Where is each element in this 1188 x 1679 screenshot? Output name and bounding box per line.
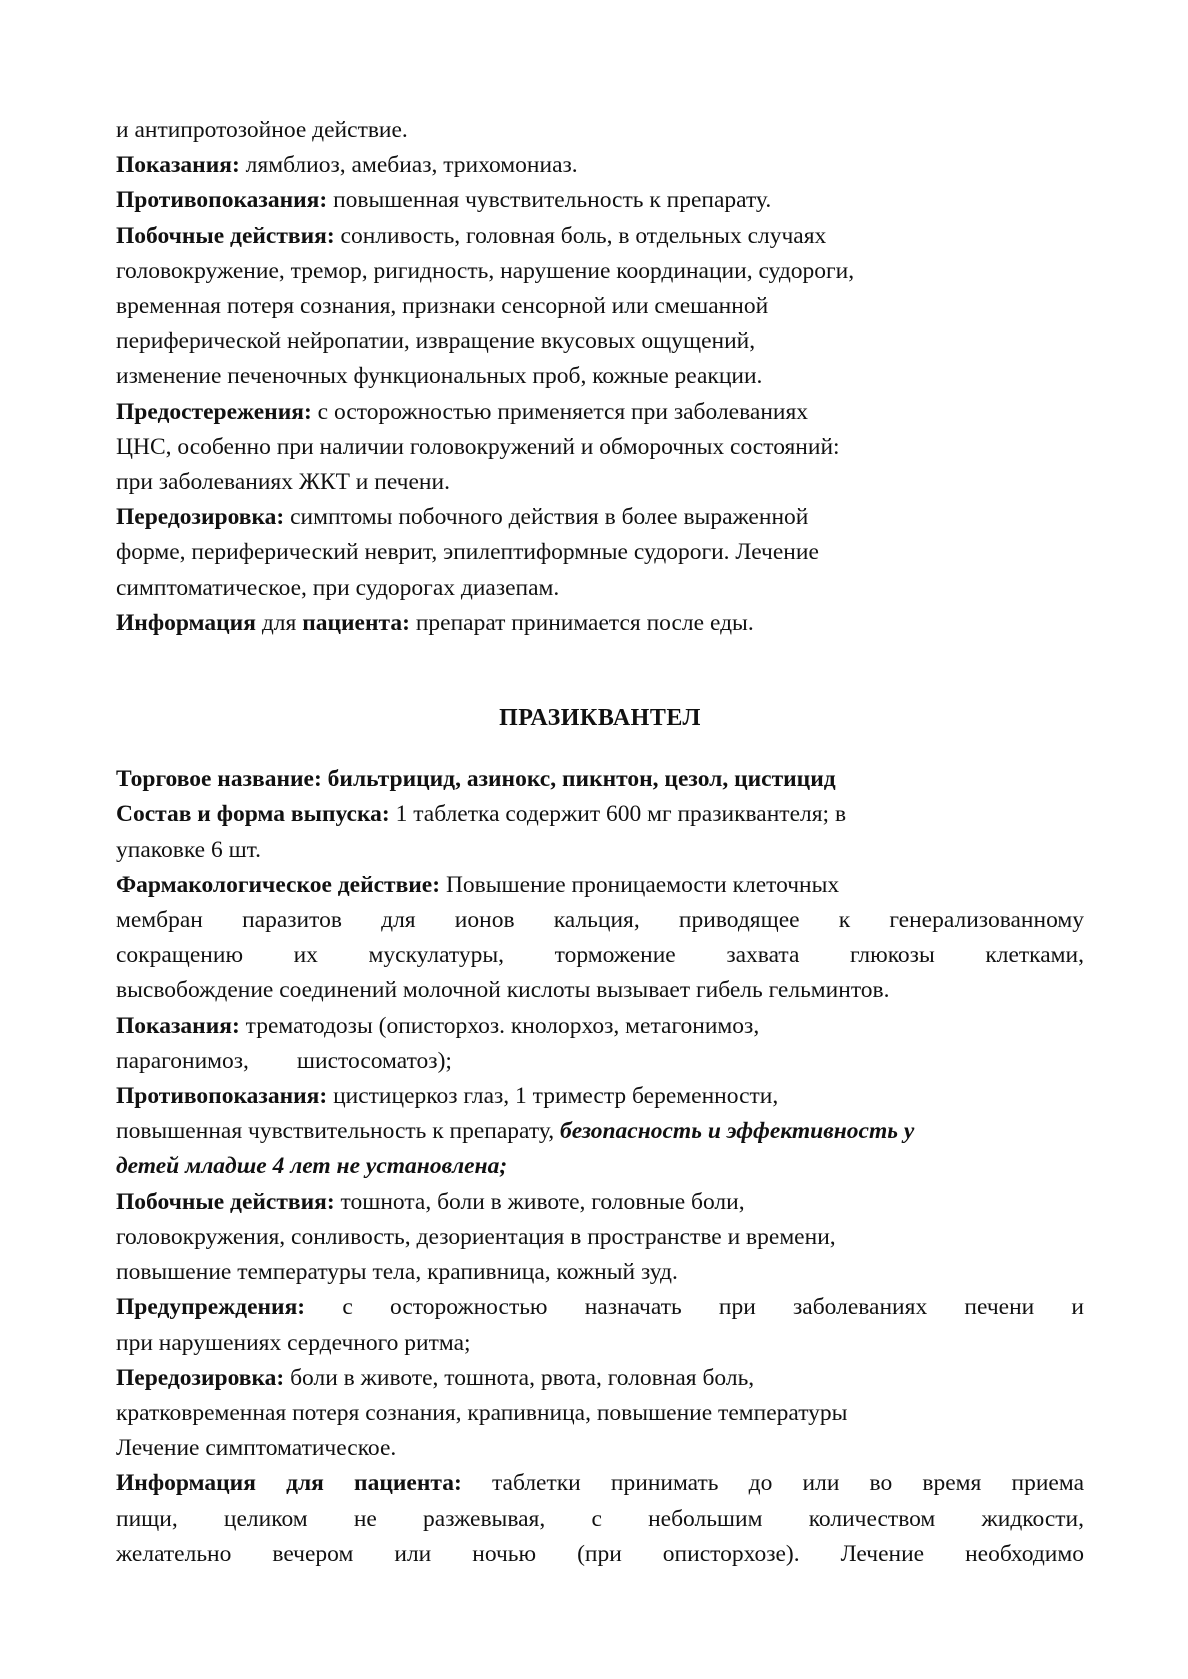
- text-line: [116, 1396, 1084, 1431]
- drug-title: ПРАЗИКВАНТЕЛ: [499, 705, 701, 732]
- overdose-paragraph: [116, 500, 1084, 535]
- text: и антипротозойное действие.: [116, 117, 408, 143]
- text: цистицеркоз глаз, 1 триместр беременности,: [333, 1083, 779, 1110]
- contraindications-paragraph: [116, 183, 1084, 218]
- pharmacology-label: Фармакологическое действие:: [116, 871, 441, 898]
- text: форме, периферический неврит, эпилептиформные судороги. Лечение: [116, 539, 819, 566]
- text-line: [116, 1044, 1084, 1079]
- document-page: [116, 113, 1084, 1572]
- text-line: [116, 1114, 1084, 1149]
- indications-paragraph: [116, 148, 1084, 183]
- text: сокращению их мускулатуры, торможение захвата глюкозы клетками,: [116, 942, 1084, 969]
- text: высвобождение соединений молочной кислоты вызывает гибель гельминтов.: [116, 977, 890, 1004]
- text-line: [116, 1326, 1084, 1361]
- text: пищи, целиком не разжевывая, с небольшим количеством жидкости,: [116, 1505, 1084, 1532]
- contraindications-label: Противопоказания:: [116, 1083, 328, 1110]
- text: таблетки принимать до или во время приема: [491, 1470, 1085, 1497]
- overdose-label: Передозировка:: [116, 504, 285, 531]
- indications-label: Показания:: [116, 1012, 240, 1039]
- text-line: [116, 324, 1084, 359]
- text: тошнота, боли в животе, головные боли,: [340, 1188, 745, 1215]
- text: парагонимоз,: [116, 1047, 249, 1074]
- patient-info-paragraph: [116, 606, 1084, 641]
- text: желательно вечером или ночью (при описторхозе). Лечение необходимо: [116, 1540, 1084, 1567]
- text: повышение температуры тела, крапивница, кожный зуд.: [116, 1259, 678, 1286]
- text-line: [116, 938, 1084, 973]
- text: периферической нейропатии, извращение вкусовых ощущений,: [116, 328, 756, 355]
- text: сонливость, головная боль, в отдельных случаях: [340, 222, 827, 249]
- text-line: [116, 254, 1084, 289]
- side-effects-label: Побочные действия:: [116, 222, 335, 249]
- text: с осторожностью назначать при заболеваниях печени и: [342, 1294, 1084, 1321]
- text-line: [116, 973, 1084, 1008]
- text-line: [116, 1431, 1084, 1466]
- overdose-paragraph: [116, 1361, 1084, 1396]
- text: при заболеваниях ЖКТ и печени.: [116, 469, 450, 496]
- patient-info-paragraph: [116, 1466, 1084, 1501]
- patient-info-label-a: Информация: [116, 609, 256, 636]
- text: симптомы побочного действия в более выраженной: [290, 504, 809, 531]
- text-line: [116, 535, 1084, 570]
- side-effects-paragraph: [116, 1185, 1084, 1220]
- text-line: [116, 571, 1084, 606]
- text: временная потеря сознания, признаки сенсорной или смешанной: [116, 293, 769, 320]
- text: ЦНС, особенно при наличии головокружений и обморочных состояний:: [116, 433, 840, 460]
- side-effects-label: Побочные действия:: [116, 1188, 335, 1215]
- text: Лечение симптоматическое.: [116, 1435, 397, 1462]
- text: упаковке 6 шт.: [116, 836, 262, 863]
- precautions-paragraph: [116, 395, 1084, 430]
- text: кратковременная потеря сознания, крапивница, повышение температуры: [116, 1399, 848, 1426]
- text: мембран паразитов для ионов кальция, приводящее к генерализованному: [116, 907, 1084, 934]
- text: с осторожностью применяется при заболеваниях: [317, 398, 809, 425]
- patient-info-label-b: пациента:: [302, 609, 410, 636]
- text: при нарушениях сердечного ритма;: [116, 1329, 471, 1356]
- text: лямблиоз, амебиаз, трихомониаз.: [245, 152, 578, 179]
- text: симптоматическое, при судорогах диазепам.: [116, 574, 560, 601]
- contraindications-paragraph: [116, 1079, 1084, 1114]
- text: повышенная чувствительность к препарату.: [333, 187, 772, 214]
- contraindications-label: Противопоказания:: [116, 187, 328, 214]
- pharmacology-paragraph: [116, 868, 1084, 903]
- composition-paragraph: [116, 797, 1084, 832]
- text: трематодозы (описторхоз. кнолорхоз, метагонимоз,: [245, 1012, 760, 1039]
- emphasis-line: [116, 1149, 1084, 1184]
- warnings-label: Предупреждения:: [116, 1294, 306, 1321]
- text: шистосоматоз);: [296, 1047, 452, 1074]
- warnings-paragraph: [116, 1290, 1084, 1325]
- text: детей младше 4 лет не установлена;: [116, 1153, 508, 1180]
- text-line: [116, 1537, 1084, 1572]
- text-line: [116, 289, 1084, 324]
- text: головокружение, тремор, ригидность, нарушение координации, судороги,: [116, 257, 855, 284]
- overdose-label: Передозировка:: [116, 1364, 285, 1391]
- text-line: [116, 903, 1084, 938]
- emphasis-text: безопасность и эффективность у: [560, 1118, 915, 1145]
- text-line: [116, 113, 1084, 148]
- text: боли в животе, тошнота, рвота, головная боль,: [290, 1364, 755, 1391]
- precautions-label: Предостережения:: [116, 398, 312, 425]
- text-line: [116, 430, 1084, 465]
- indications-label: Показания:: [116, 152, 240, 179]
- text-line: [116, 1502, 1084, 1537]
- text-line: [116, 1220, 1084, 1255]
- trade-name-line: Торговое название: бильтрицид, азинокс, пикнтон, цезол, цистицид: [116, 766, 836, 793]
- text-line: [116, 833, 1084, 868]
- text-line: [116, 465, 1084, 500]
- patient-info-label: Информация для пациента:: [116, 1470, 462, 1497]
- text: повышенная чувствительность к препарату,: [116, 1118, 555, 1145]
- text-line: [116, 359, 1084, 394]
- composition-label: Состав и форма выпуска:: [116, 801, 390, 828]
- text: Повышение проницаемости клеточных: [445, 871, 840, 898]
- text: головокружения, сонливость, дезориентация в пространстве и времени,: [116, 1223, 836, 1250]
- text: изменение печеночных функциональных проб, кожные реакции.: [116, 363, 763, 390]
- text: препарат принимается после еды.: [415, 609, 754, 636]
- text-line: [116, 1255, 1084, 1290]
- side-effects-paragraph: [116, 219, 1084, 254]
- text: 1 таблетка содержит 600 мг празиквантеля; в: [395, 801, 847, 828]
- indications-paragraph: [116, 1009, 1084, 1044]
- text: для: [261, 609, 297, 636]
